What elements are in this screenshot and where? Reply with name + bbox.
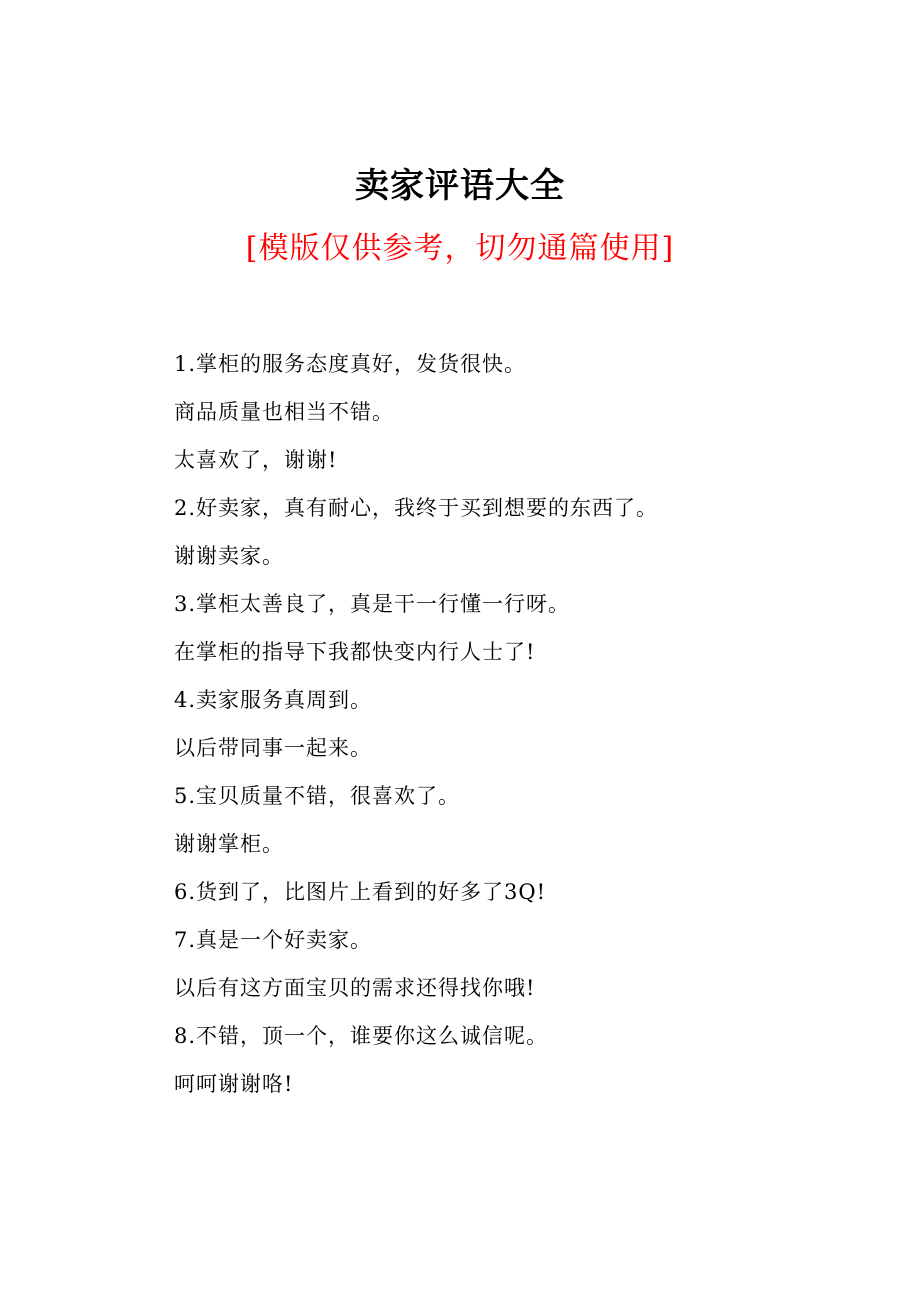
review-line: 太喜欢了，谢谢! <box>174 448 338 472</box>
review-line: 4.卖家服务真周到。 <box>174 688 373 712</box>
review-line: 以后有这方面宝贝的需求还得找你哦! <box>174 976 536 1000</box>
review-line: 在掌柜的指导下我都快变内行人士了! <box>174 640 536 664</box>
review-line: 谢谢卖家。 <box>174 544 284 568</box>
review-line: 5.宝贝质量不错，很喜欢了。 <box>174 784 461 808</box>
review-line: 3.掌柜太善良了，真是干一行懂一行呀。 <box>174 592 571 616</box>
review-line: 1.掌柜的服务态度真好，发货很快。 <box>174 352 527 376</box>
review-line: 呵呵谢谢咯! <box>174 1072 294 1096</box>
review-list <box>174 340 874 1108</box>
review-line: 8.不错，顶一个，谁要你这么诚信呢。 <box>174 1024 549 1048</box>
review-line: 6.货到了，比图片上看到的好多了3Q! <box>174 880 547 904</box>
review-line: 以后带同事一起来。 <box>174 736 372 760</box>
review-line: 商品质量也相当不错。 <box>174 400 394 424</box>
page-subtitle: [模版仅供参考，切勿通篇使用] <box>245 231 675 266</box>
review-line: 2.好卖家，真有耐心，我终于买到想要的东西了。 <box>174 496 659 520</box>
review-line: 谢谢掌柜。 <box>174 832 284 856</box>
review-line: 7.真是一个好卖家。 <box>174 928 373 952</box>
page-title: 卖家评语大全 <box>355 166 565 206</box>
